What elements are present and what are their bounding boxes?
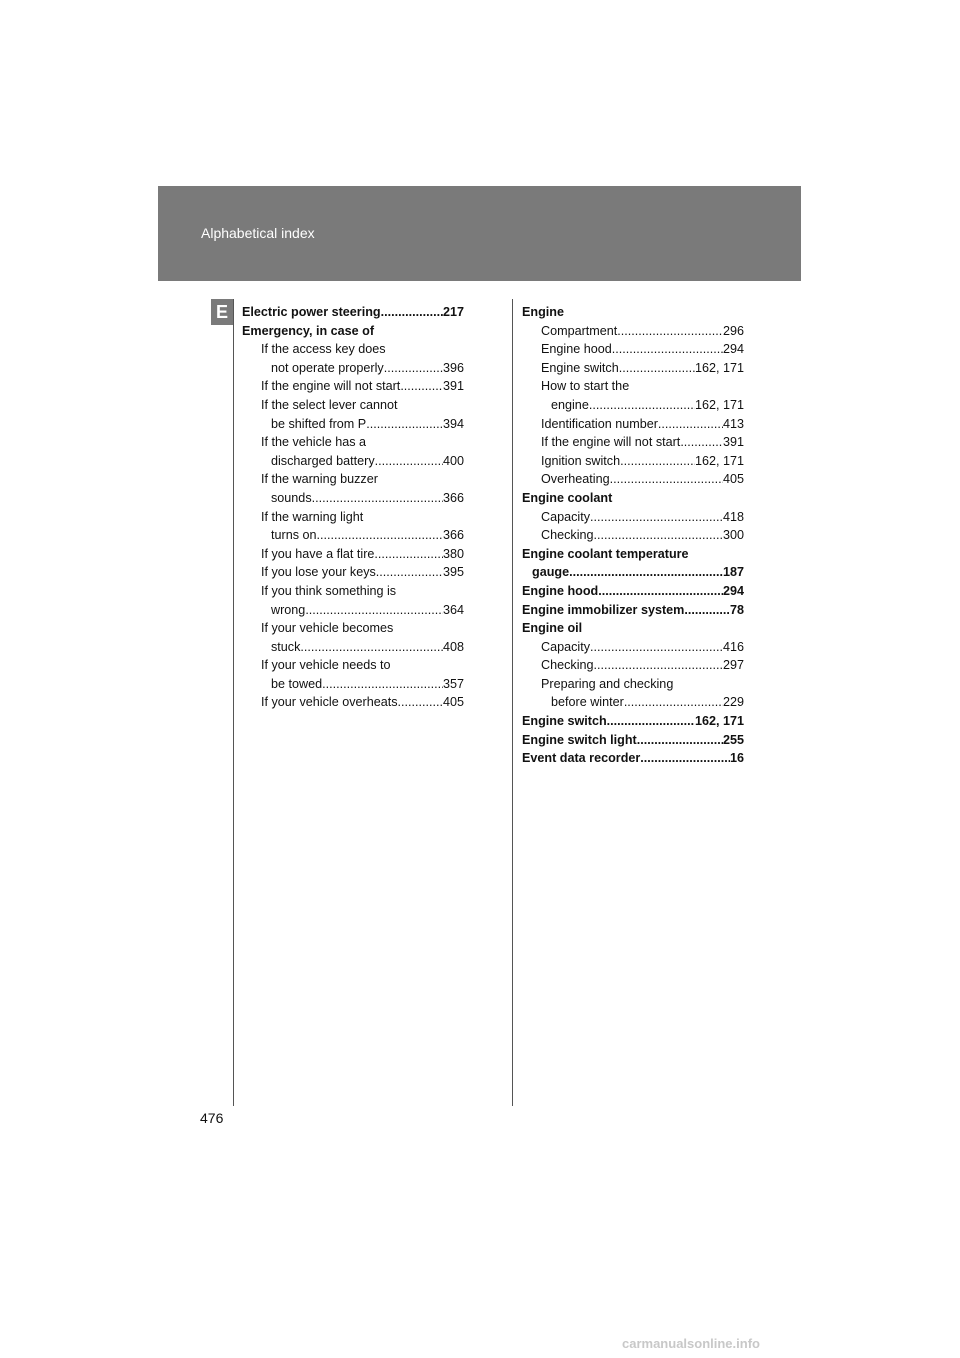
index-entry xyxy=(522,415,744,434)
dot-leader xyxy=(366,415,443,434)
index-entry-line xyxy=(541,638,744,657)
index-column-left xyxy=(242,303,464,712)
dot-leader xyxy=(594,526,723,545)
index-entry xyxy=(522,489,744,508)
index-term: be shifted from P xyxy=(271,416,367,431)
index-entry-line xyxy=(261,693,464,712)
dot-leader xyxy=(612,340,723,359)
index-entry-line xyxy=(522,619,744,638)
index-term: not operate properly xyxy=(271,360,384,375)
index-entry-line xyxy=(541,452,744,471)
index-term: If the access key does xyxy=(261,342,386,357)
page-reference: 396 xyxy=(442,360,464,375)
index-term: Engine hood xyxy=(541,342,612,357)
index-term: Checking xyxy=(541,658,594,673)
page-reference: 294 xyxy=(722,342,744,357)
index-entry xyxy=(522,470,744,489)
index-term: Capacity xyxy=(541,639,590,654)
dot-leader xyxy=(598,582,723,601)
index-entry-line xyxy=(522,731,744,750)
page-reference: 405 xyxy=(442,695,464,710)
page-reference: 408 xyxy=(442,639,464,654)
page-number: 476 xyxy=(200,1110,224,1126)
index-entry-line xyxy=(541,526,744,545)
index-term: If your vehicle needs to xyxy=(261,658,391,673)
index-term: wrong xyxy=(271,602,306,617)
dot-leader xyxy=(300,638,443,657)
index-entry-line xyxy=(522,712,744,731)
section-letter-tab: E xyxy=(211,299,233,325)
page-reference: 364 xyxy=(442,602,464,617)
dot-leader xyxy=(569,563,723,582)
page-reference: 400 xyxy=(442,453,464,468)
index-term: turns on xyxy=(271,528,317,543)
index-term: gauge xyxy=(532,565,570,580)
index-entry xyxy=(242,693,464,712)
index-term: Electric power steering xyxy=(242,305,381,319)
page-reference: 162, 171 xyxy=(694,360,744,375)
dot-leader xyxy=(305,601,443,620)
index-term: Engine coolant xyxy=(522,490,613,505)
page-reference: 297 xyxy=(722,658,744,673)
page-header xyxy=(158,186,801,281)
index-entry-line xyxy=(261,508,464,527)
page-reference: 162, 171 xyxy=(694,397,744,412)
page-reference: 395 xyxy=(442,565,464,580)
index-entry xyxy=(522,433,744,452)
dot-leader xyxy=(374,545,443,564)
index-entry-line xyxy=(541,470,744,489)
index-entry-line xyxy=(261,377,464,396)
index-entry-line xyxy=(261,340,464,359)
index-entry-line xyxy=(261,396,464,415)
dot-leader xyxy=(375,452,443,471)
dot-leader xyxy=(381,303,443,322)
index-term: Engine hood xyxy=(522,583,599,598)
index-entry-line xyxy=(261,601,464,620)
index-entry-line xyxy=(522,582,744,601)
index-term: Preparing and checking xyxy=(541,676,674,691)
index-entry-line xyxy=(522,749,744,768)
index-entry xyxy=(242,545,464,564)
dot-leader xyxy=(376,563,443,582)
index-term: If the vehicle has a xyxy=(261,435,367,450)
index-entry xyxy=(242,582,464,619)
index-entry xyxy=(522,582,744,601)
index-entry xyxy=(522,601,744,620)
dot-leader xyxy=(624,693,723,712)
index-entry-line xyxy=(541,656,744,675)
index-entry xyxy=(242,433,464,470)
index-entry xyxy=(242,508,464,545)
index-entry-line xyxy=(261,452,464,471)
index-term: If you have a flat tire xyxy=(261,546,375,561)
page-reference: 391 xyxy=(722,435,744,450)
index-entry xyxy=(242,322,464,341)
dot-leader xyxy=(590,638,723,657)
watermark: carmanualsonline.info xyxy=(622,1336,760,1351)
index-entry-line xyxy=(261,359,464,378)
index-entry-line xyxy=(522,563,744,582)
page-reference: 405 xyxy=(722,472,744,487)
index-term: engine xyxy=(551,397,589,412)
index-term: If you think something is xyxy=(261,583,397,598)
dot-leader xyxy=(594,656,723,675)
index-entry-line xyxy=(261,433,464,452)
index-term: If your vehicle becomes xyxy=(261,621,394,636)
index-entry-line xyxy=(261,545,464,564)
index-entry xyxy=(522,322,744,341)
index-entry xyxy=(522,656,744,675)
page-reference: 413 xyxy=(722,416,744,431)
index-entry-line xyxy=(261,582,464,601)
index-term: Engine immobilizer system xyxy=(522,602,685,617)
page-reference: 418 xyxy=(722,509,744,524)
index-entry-line xyxy=(261,415,464,434)
dot-leader xyxy=(384,359,443,378)
dot-leader xyxy=(640,749,730,768)
index-entry-line xyxy=(261,675,464,694)
dot-leader xyxy=(610,470,723,489)
dot-leader xyxy=(312,489,443,508)
dot-leader xyxy=(590,508,723,527)
dot-leader xyxy=(680,433,723,452)
dot-leader xyxy=(322,675,443,694)
index-term: stuck xyxy=(271,639,301,654)
index-entry xyxy=(522,377,744,414)
index-entry-line xyxy=(541,340,744,359)
page-reference: 229 xyxy=(722,695,744,710)
index-entry-line xyxy=(541,377,744,396)
header-title: Alphabetical index xyxy=(201,225,315,241)
page-reference: 78 xyxy=(729,602,744,617)
index-term: Engine switch xyxy=(522,714,607,729)
index-entry xyxy=(522,303,744,322)
index-entry xyxy=(522,359,744,378)
page-reference: 217 xyxy=(442,305,464,319)
index-entry-line xyxy=(541,415,744,434)
index-term: If the engine will not start xyxy=(541,435,681,450)
dot-leader xyxy=(684,601,730,620)
index-entry-line xyxy=(242,322,464,341)
index-entry-line xyxy=(522,601,744,620)
index-term: If the warning buzzer xyxy=(261,472,378,487)
index-entry xyxy=(242,563,464,582)
index-term: Engine xyxy=(522,305,564,319)
index-entry xyxy=(242,396,464,433)
index-entry xyxy=(242,303,464,322)
dot-leader xyxy=(607,712,695,731)
dot-leader xyxy=(317,526,443,545)
index-term: Emergency, in case of xyxy=(242,323,375,338)
index-entry-line xyxy=(261,638,464,657)
index-entry-line xyxy=(541,508,744,527)
index-entry xyxy=(522,712,744,731)
index-entry-line xyxy=(541,322,744,341)
index-entry-line xyxy=(261,526,464,545)
page-reference: 255 xyxy=(722,732,744,747)
index-entry xyxy=(522,508,744,527)
index-entry-line xyxy=(541,359,744,378)
index-term: If the engine will not start xyxy=(261,379,401,394)
index-term: If you lose your keys xyxy=(261,565,376,580)
index-term: before winter xyxy=(551,695,624,710)
index-entry-line xyxy=(541,693,744,712)
page-reference: 366 xyxy=(442,490,464,505)
dot-leader xyxy=(589,396,695,415)
index-term: Overheating xyxy=(541,472,610,487)
index-term: If your vehicle overheats xyxy=(261,695,398,710)
index-term: sounds xyxy=(271,490,312,505)
index-entry xyxy=(522,340,744,359)
index-entry-line xyxy=(522,489,744,508)
index-entry xyxy=(242,340,464,377)
index-term: If the warning light xyxy=(261,509,364,524)
index-entry xyxy=(242,377,464,396)
page-reference: 380 xyxy=(442,546,464,561)
middle-column-rule xyxy=(512,299,513,1106)
index-entry-line xyxy=(242,303,464,322)
dot-leader xyxy=(398,693,443,712)
page-reference: 391 xyxy=(442,379,464,394)
index-term: Ignition switch xyxy=(541,453,621,468)
dot-leader xyxy=(619,359,695,378)
index-entry xyxy=(242,619,464,656)
page-reference: 416 xyxy=(722,639,744,654)
index-term: Compartment xyxy=(541,323,618,338)
page-reference: 294 xyxy=(722,583,744,598)
index-entry xyxy=(522,619,744,638)
index-entry-line xyxy=(261,619,464,638)
index-entry-line xyxy=(522,303,744,322)
left-column-rule xyxy=(233,299,234,1106)
index-term: Engine switch xyxy=(541,360,619,375)
index-term: How to start the xyxy=(541,379,630,394)
index-entry-line xyxy=(261,489,464,508)
dot-leader xyxy=(620,452,695,471)
index-entry-line xyxy=(522,545,744,564)
index-term: If the select lever cannot xyxy=(261,397,398,412)
page-reference: 394 xyxy=(442,416,464,431)
index-term: discharged battery xyxy=(271,453,375,468)
index-term: Engine switch light xyxy=(522,732,637,747)
index-entry xyxy=(522,638,744,657)
page-reference: 162, 171 xyxy=(694,453,744,468)
index-term: Capacity xyxy=(541,509,590,524)
index-entry xyxy=(522,675,744,712)
index-entry-line xyxy=(541,433,744,452)
index-term: Engine coolant temperature xyxy=(522,546,689,561)
dot-leader xyxy=(637,731,723,750)
index-entry-line xyxy=(261,470,464,489)
dot-leader xyxy=(658,415,723,434)
page-reference: 16 xyxy=(729,751,744,766)
index-column-right xyxy=(522,303,744,768)
index-term: Event data recorder xyxy=(522,751,641,766)
dot-leader xyxy=(400,377,443,396)
index-term: Checking xyxy=(541,528,594,543)
index-entry xyxy=(522,452,744,471)
page-reference: 162, 171 xyxy=(694,714,744,729)
index-term: be towed xyxy=(271,676,323,691)
index-entry-line xyxy=(541,396,744,415)
index-entry xyxy=(522,545,744,582)
dot-leader xyxy=(617,322,723,341)
index-entry xyxy=(242,656,464,693)
index-entry-line xyxy=(541,675,744,694)
page-reference: 366 xyxy=(442,528,464,543)
page-reference: 300 xyxy=(722,528,744,543)
page-reference: 357 xyxy=(442,676,464,691)
index-term: Identification number xyxy=(541,416,658,431)
index-entry-line xyxy=(261,563,464,582)
page-reference: 187 xyxy=(722,565,744,580)
index-entry xyxy=(522,526,744,545)
page-reference: 296 xyxy=(722,323,744,338)
index-entry xyxy=(522,749,744,768)
index-entry xyxy=(242,470,464,507)
index-entry xyxy=(522,731,744,750)
index-entry-line xyxy=(261,656,464,675)
index-term: Engine oil xyxy=(522,621,583,636)
